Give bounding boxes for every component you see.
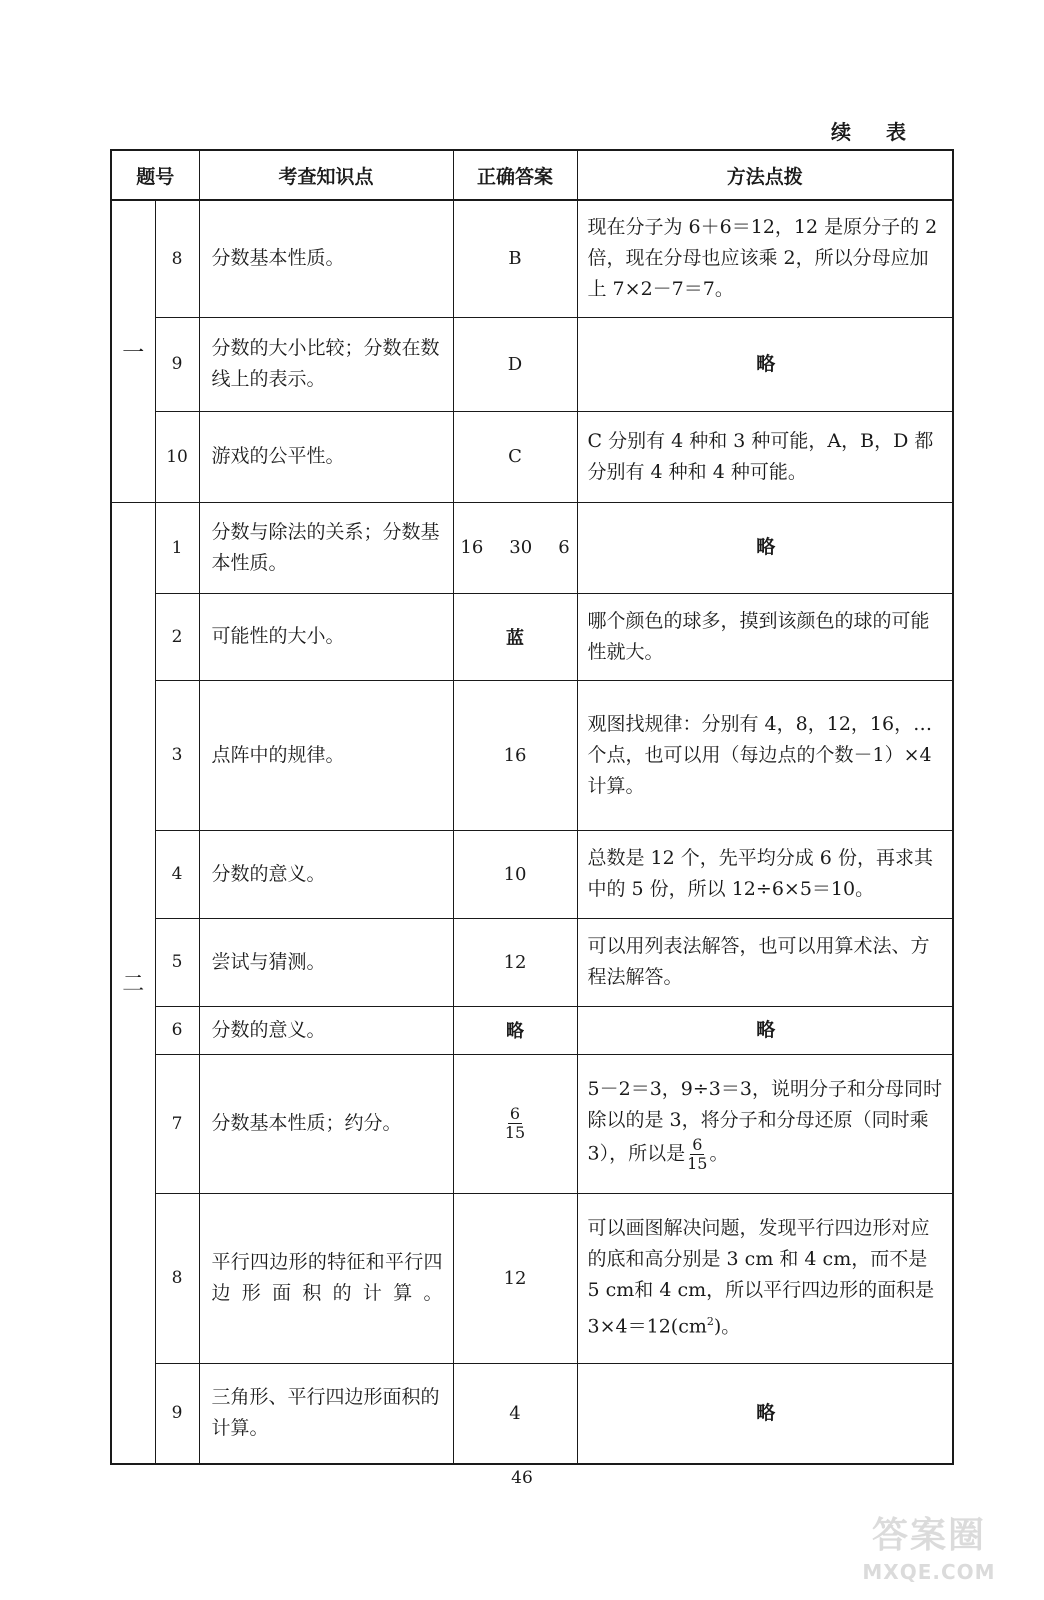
knowledge-point: 平行四边形的特征和平行四边形面积的计算。: [199, 1193, 453, 1363]
table-row: [111, 680, 953, 830]
answer-table: [110, 149, 954, 1465]
table-row: [111, 1054, 953, 1193]
knowledge-point: 可能性的大小。: [199, 593, 453, 680]
fraction: [685, 1136, 709, 1173]
correct-answer: C: [453, 411, 577, 502]
correct-answer: 4: [453, 1363, 577, 1464]
question-number: 8: [155, 200, 199, 317]
question-number: 8: [155, 1193, 199, 1363]
page-number: 46: [511, 1468, 533, 1488]
fraction-denominator: 15: [504, 1123, 526, 1142]
question-number: 9: [155, 317, 199, 411]
method-tip: 总数是 12 个，先平均分成 6 份，再求其中的 5 份，所以 12÷6×5＝10。: [577, 830, 953, 918]
correct-answer: 16: [453, 680, 577, 830]
knowledge-point: 尝试与猜测。: [199, 918, 453, 1006]
section-label: 二: [111, 502, 155, 1464]
question-number: 7: [155, 1054, 199, 1193]
correct-answer: 蓝: [453, 593, 577, 680]
table-row: [111, 918, 953, 1006]
method-text-end: )。: [713, 1315, 741, 1338]
knowledge-point: 分数基本性质。: [199, 200, 453, 317]
method-tip: 现在分子为 6＋6＝12，12 是原分子的 2 倍，现在分母也应该乘 2，所以分母应加上 7×2－7＝7。: [577, 200, 953, 317]
table-row: [111, 502, 953, 593]
section-label: 一: [111, 200, 155, 502]
method-tip: 略: [577, 1363, 953, 1464]
header-number: 题号: [111, 150, 199, 200]
method-tip: 可以用列表法解答，也可以用算术法、方程法解答。: [577, 918, 953, 1006]
correct-answer: B: [453, 200, 577, 317]
knowledge-point: 游戏的公平性。: [199, 411, 453, 502]
fraction-denominator: 15: [687, 1154, 708, 1173]
question-number: 2: [155, 593, 199, 680]
knowledge-point: 分数的大小比较；分数在数线上的表示。: [199, 317, 453, 411]
knowledge-point: 点阵中的规律。: [199, 680, 453, 830]
watermark-logo: [844, 1512, 1014, 1592]
knowledge-point: 三角形、平行四边形面积的计算。: [199, 1363, 453, 1464]
answer-part: 6: [558, 537, 570, 558]
table-header-row: [111, 150, 953, 200]
correct-answer: 12: [453, 918, 577, 1006]
method-tip: 观图找规律：分别有 4，8，12，16，…个点，也可以用（每边点的个数－1）×4 计算。: [577, 680, 953, 830]
correct-answer: [453, 502, 577, 593]
question-number: 10: [155, 411, 199, 502]
continued-label: 续 表: [831, 120, 920, 144]
table-row: [111, 1363, 953, 1464]
table-row: [111, 1006, 953, 1054]
fraction: [503, 1105, 527, 1142]
question-number: 9: [155, 1363, 199, 1464]
knowledge-point: 分数的意义。: [199, 1006, 453, 1054]
table-row: [111, 830, 953, 918]
method-text: 5－2＝3，9÷3＝3，说明分子和分母同时除以的是 3，将分子和分母还原（同时乘 3），所以是: [587, 1078, 942, 1165]
method-tip: [577, 1054, 953, 1193]
correct-answer: D: [453, 317, 577, 411]
knowledge-point: 分数与除法的关系；分数基本性质。: [199, 502, 453, 593]
superscript: 2: [706, 1315, 714, 1329]
answer-part: 30: [509, 537, 533, 558]
question-number: 1: [155, 502, 199, 593]
header-answer: 正确答案: [453, 150, 577, 200]
fraction-numerator: 6: [509, 1104, 521, 1123]
method-text-end: 。: [709, 1142, 729, 1165]
method-tip: C 分别有 4 种和 3 种可能，A，B，D 都分别有 4 种和 4 种可能。: [577, 411, 953, 502]
question-number: 6: [155, 1006, 199, 1054]
table-row: [111, 1193, 953, 1363]
correct-answer: [453, 1054, 577, 1193]
answer-part: 16: [460, 537, 484, 558]
method-tip: 哪个颜色的球多，摸到该颜色的球的可能性就大。: [577, 593, 953, 680]
method-tip: 略: [577, 1006, 953, 1054]
correct-answer: 12: [453, 1193, 577, 1363]
question-number: 4: [155, 830, 199, 918]
watermark-cn: 答案圈: [871, 1515, 986, 1556]
table-row: [111, 200, 953, 317]
correct-answer: 略: [453, 1006, 577, 1054]
method-tip: 略: [577, 317, 953, 411]
table-row: [111, 593, 953, 680]
correct-answer: 10: [453, 830, 577, 918]
knowledge-point: 分数的意义。: [199, 830, 453, 918]
table-row: [111, 411, 953, 502]
watermark-en: MXQE.COM: [862, 1560, 996, 1584]
method-tip: [577, 1193, 953, 1363]
question-number: 3: [155, 680, 199, 830]
header-method: 方法点拨: [577, 150, 953, 200]
knowledge-point: 分数基本性质；约分。: [199, 1054, 453, 1193]
fraction-numerator: 6: [692, 1135, 703, 1154]
method-tip: 略: [577, 502, 953, 593]
header-knowledge: 考查知识点: [199, 150, 453, 200]
question-number: 5: [155, 918, 199, 1006]
method-text: 可以画图解决问题，发现平行四边形对应的底和高分别是 3 cm 和 4 cm，而不是 5 cm和 4 cm，所以平行四边形的面积是3×4＝12(cm: [587, 1217, 935, 1338]
table-row: [111, 317, 953, 411]
